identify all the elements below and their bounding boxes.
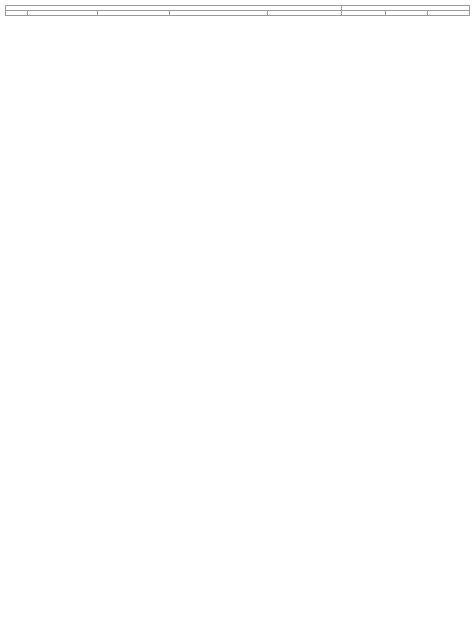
column-header-status-1 xyxy=(342,11,386,16)
column-header-status-3 xyxy=(428,11,470,16)
table-header xyxy=(6,6,470,16)
spreadsheet xyxy=(5,5,469,16)
column-header-nama xyxy=(170,11,268,16)
column-header-kk xyxy=(98,11,170,16)
column-header-alamat xyxy=(268,11,342,16)
data-table xyxy=(5,5,470,16)
column-header-nik xyxy=(28,11,98,16)
column-header-status-2 xyxy=(386,11,428,16)
column-header-no xyxy=(6,11,28,16)
